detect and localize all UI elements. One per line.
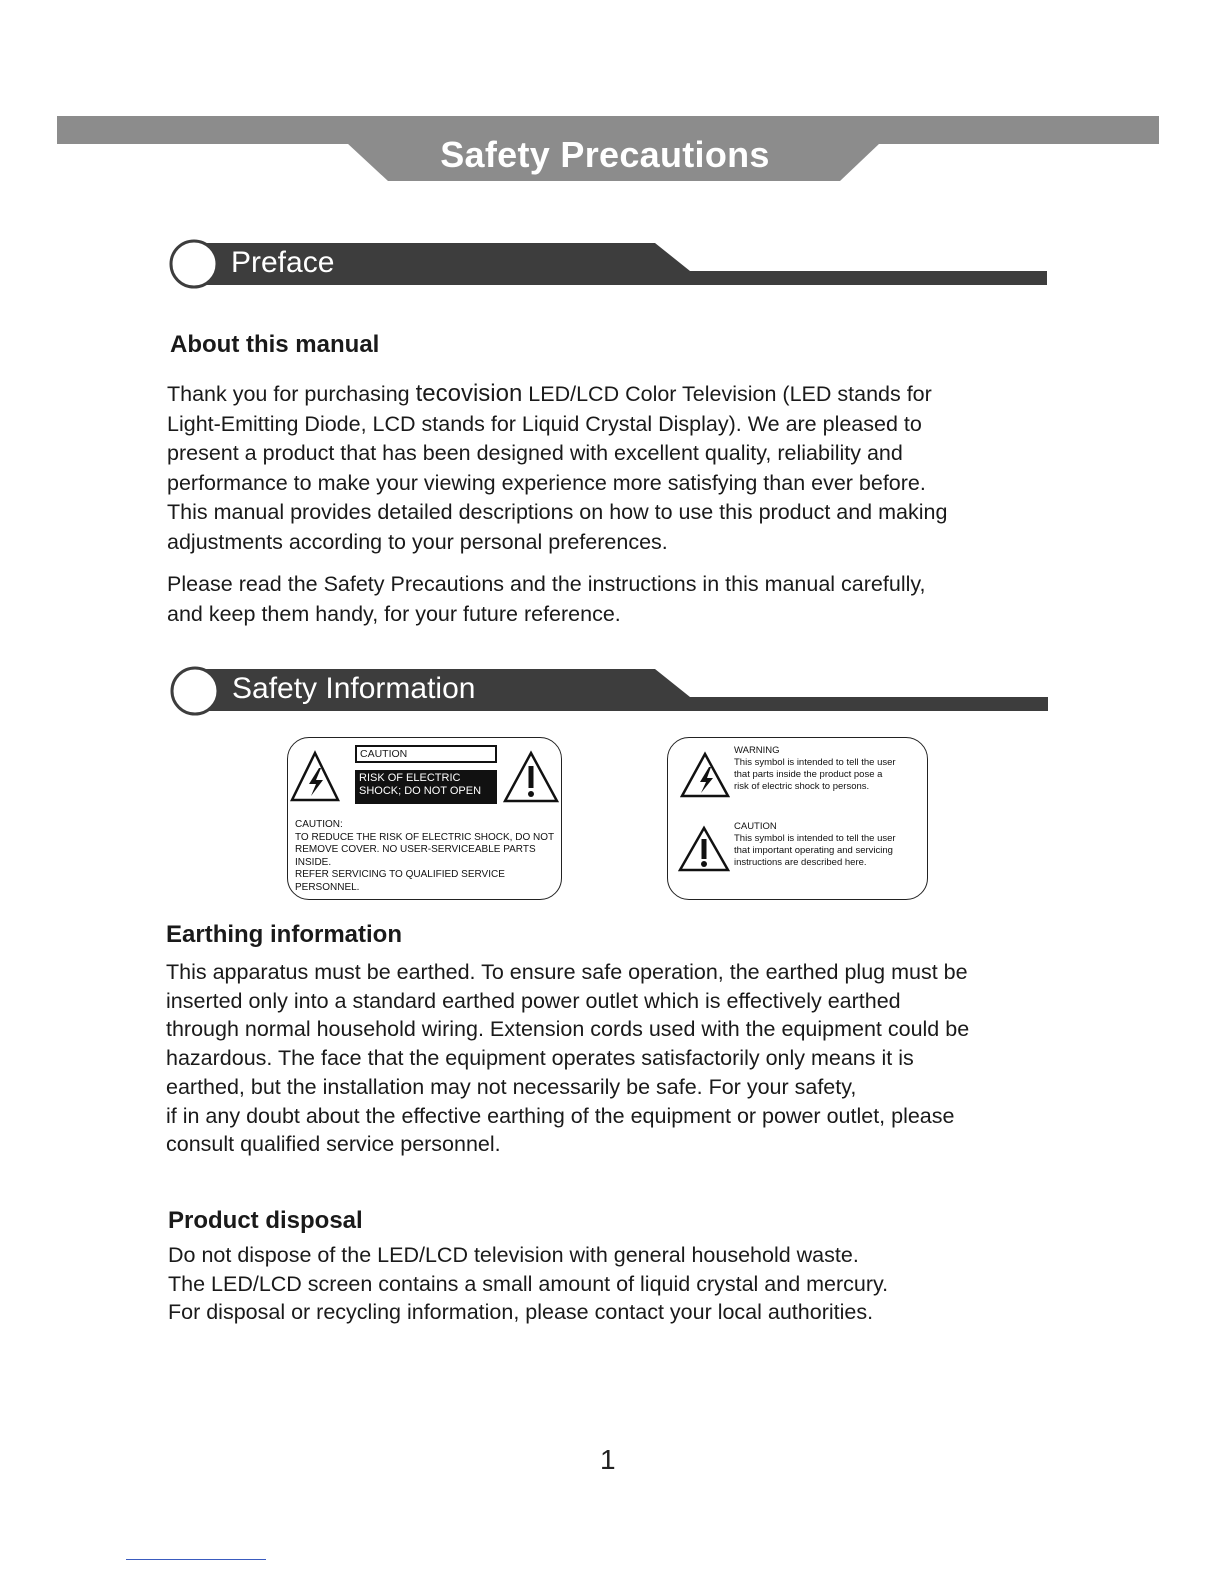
about-line-5: This manual provides detailed descriptions on how to use this product and making (167, 500, 948, 524)
caution-legend: CAUTION This symbol is intended to tell the user that important operating and servicing instructions are described here. (734, 821, 896, 868)
about-line-4: performance to make your viewing experience more satisfying than ever before. (167, 470, 926, 495)
about-line-3: present a product that has been designed with excellent quality, reliability and (167, 441, 903, 465)
page-title: Safety Precautions (440, 134, 770, 175)
safety-title: Safety Information (232, 672, 476, 705)
warning-legend: WARNING This symbol is intended to tell the user that parts inside the product pose a risk of electric shock to persons. (734, 745, 896, 792)
earthing-line-5: earthed, but the installation may not necessarily be safe. For your safety, (166, 1074, 857, 1099)
about-heading: About this manual (170, 331, 380, 358)
about-line-1: Thank you for purchasing tecovision LED/LCD Color Television (LED stands for (167, 380, 932, 407)
reference-line-1: Please read the Safety Precautions and the instructions in this manual carefully, (167, 572, 926, 596)
exclamation-symbol-icon (678, 825, 730, 873)
caution-label-box (287, 737, 562, 900)
preface-bullet-icon (171, 241, 217, 287)
reference-paragraph (167, 570, 1067, 629)
preface-section-bar (0, 238, 1224, 298)
safety-bullet-icon (172, 668, 218, 714)
caution-caption: CAUTION: TO REDUCE THE RISK OF ELECTRIC SHOCK, DO NOT REMOVE COVER. NO USER-SERVICEABLE PARTS INSIDE. REFER SERVICING TO QUALIFIED SERVICE PERSONNEL. (295, 819, 555, 893)
symbol-legend-box (667, 737, 928, 900)
brand-name: tecovision (415, 380, 523, 407)
lightning-symbol-icon (680, 751, 730, 799)
about-paragraph (167, 379, 1067, 557)
lightning-warning-icon (290, 750, 340, 804)
about-line-6: adjustments according to your personal preferences. (167, 529, 668, 554)
earthing-line-3: through normal household wiring. Extension cords used with the equipment could be (166, 1017, 970, 1042)
earthing-line-2: inserted only into a standard earthed power outlet which is effectively earthed (166, 988, 901, 1013)
disposal-line-3: For disposal or recycling information, please contact your local authorities. (168, 1300, 874, 1324)
earthing-paragraph (166, 958, 1086, 1159)
risk-of-shock-label: RISK OF ELECTRIC SHOCK; DO NOT OPEN (355, 770, 497, 804)
footer-rule (126, 1559, 266, 1560)
disposal-line-2: The LED/LCD screen contains a small amount of liquid crystal and mercury. (168, 1271, 889, 1296)
caution-tag: CAUTION (355, 745, 497, 763)
earthing-line-4: hazardous. The face that the equipment operates satisfactorily only means it is (166, 1046, 914, 1071)
earthing-heading: Earthing information (166, 921, 402, 948)
disposal-line-1: Do not dispose of the LED/LCD television with general household waste. (168, 1243, 859, 1267)
preface-title: Preface (231, 246, 335, 279)
page-number: 1 (600, 1444, 616, 1475)
exclamation-warning-icon (503, 750, 559, 804)
earthing-line-6: if in any doubt about the effective earthing of the equipment or power outlet, please (166, 1103, 955, 1128)
reference-line-2: and keep them handy, for your future reference. (167, 601, 621, 626)
disposal-heading: Product disposal (168, 1207, 363, 1234)
safety-section-bar (0, 664, 1224, 724)
earthing-line-1: This apparatus must be earthed. To ensure safe operation, the earthed plug must be (166, 960, 968, 984)
about-line-2: Light-Emitting Diode, LCD stands for Liquid Crystal Display). We are pleased to (167, 411, 922, 436)
earthing-line-7: consult qualified service personnel. (166, 1132, 501, 1157)
disposal-paragraph (168, 1241, 1068, 1327)
